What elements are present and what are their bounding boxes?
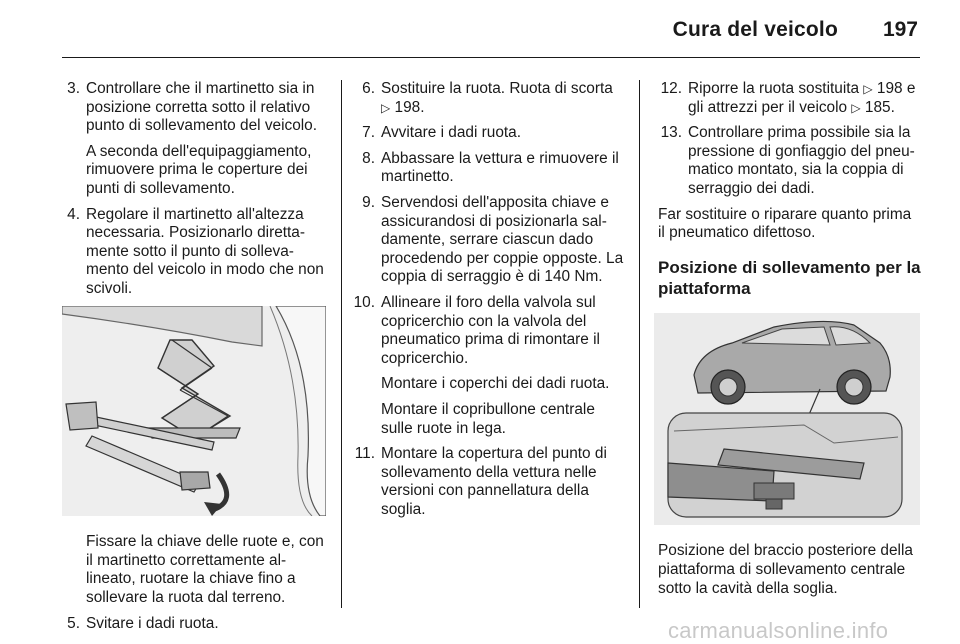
column-divider-1 bbox=[341, 80, 342, 608]
body-paragraph: Far sostituire o riparare quanto prima il pneumatico difettoso. bbox=[658, 205, 912, 242]
figure-caption: Fissare la chiave delle ruote e, con il martinetto correttamente allineato, ruotare la chiave fino a sollevare la ruota dal terreno. bbox=[86, 533, 324, 606]
step-8 bbox=[357, 150, 625, 187]
section-heading: Posizione di sollevamento per la piattaforma bbox=[658, 257, 921, 298]
page-reference[interactable]: 198. bbox=[394, 98, 425, 116]
column-1 bbox=[62, 80, 326, 640]
step-12 bbox=[654, 80, 922, 117]
step-text: Sostituire la ruota. Ruota di scorta bbox=[381, 80, 613, 97]
column-3 bbox=[654, 80, 922, 598]
step-10 bbox=[353, 293, 625, 438]
reference-arrow-icon: ▷ bbox=[381, 100, 391, 115]
step-number: 6. bbox=[362, 80, 375, 97]
step-number: 8. bbox=[362, 149, 375, 167]
step-note: A seconda dell'equipaggiamento, rimuovere prima le coperture dei punti di sollevamento. bbox=[86, 142, 312, 197]
step-number: 13. bbox=[660, 124, 682, 142]
step-number: 9. bbox=[362, 193, 375, 211]
step-number: 3. bbox=[67, 80, 80, 97]
page-reference[interactable]: 185. bbox=[864, 98, 895, 116]
step-9 bbox=[357, 194, 625, 287]
reference-arrow-icon: ▷ bbox=[863, 82, 873, 96]
watermark: carmanualsonline.info bbox=[668, 618, 889, 643]
step-text: Controllare che il martinetto sia in posizione corretta sotto il relativo punto di sollevamento del veicolo. bbox=[86, 80, 318, 135]
step-number: 7. bbox=[362, 124, 375, 142]
column-divider-2 bbox=[639, 80, 640, 608]
step-5 bbox=[62, 615, 326, 634]
step-text: Avvitare i dadi ruota. bbox=[381, 124, 522, 142]
step-text: Svitare i dadi ruota. bbox=[86, 614, 219, 632]
step-3 bbox=[62, 80, 326, 199]
figure-caption: Posizione del braccio posteriore della piattaforma di sollevamento centrale sotto la cavità della soglia. bbox=[658, 542, 913, 597]
lift-position-illustration bbox=[654, 313, 922, 531]
step-text: Servendosi dell'apposita chiave e assicurandosi di posizionarla saldamente, serrare ciascun dado procedendo per coppie opposte. La coppia di serraggio è di 140 Nm. bbox=[381, 193, 624, 286]
step-4 bbox=[62, 206, 326, 299]
step-note: Montare il copribullone centrale sulle ruote in lega. bbox=[381, 400, 595, 437]
page-header-title: Cura del veicolo bbox=[672, 18, 838, 41]
step-number: 12. bbox=[660, 80, 682, 97]
step-number: 4. bbox=[67, 205, 80, 223]
step-text: Regolare il martinetto all'altezza necessaria. Posizionarlo direttamente sotto il punto di sollevamento del veicolo in modo che non scivoli. bbox=[86, 205, 324, 297]
step-text: Montare la copertura del punto di sollevamento della vettura nelle versioni con pannellatura della soglia. bbox=[381, 445, 607, 518]
step-11 bbox=[354, 445, 625, 519]
column-2 bbox=[353, 80, 625, 526]
step-text: Allineare il foro della valvola sul copricerchio con la valvola del pneumatico prima di rimontare il copricerchio. bbox=[381, 293, 600, 367]
step-number: 5. bbox=[67, 614, 80, 632]
page-reference[interactable]: 198 e gli attrezzi per il veicolo bbox=[688, 80, 916, 116]
header-divider bbox=[62, 57, 920, 58]
step-13 bbox=[654, 124, 922, 198]
step-number: 11. bbox=[354, 445, 375, 463]
step-text: Controllare prima possibile sia la pressione di gonfiaggio del pneumatico montato, sia la coppia di serraggio dei dadi. bbox=[688, 124, 915, 197]
jack-illustration bbox=[62, 306, 326, 522]
step-number: 10. bbox=[353, 293, 375, 311]
step-7 bbox=[357, 124, 625, 143]
step-6 bbox=[357, 80, 625, 117]
step-text: Abbassare la vettura e rimuovere il martinetto. bbox=[381, 149, 619, 186]
step-text: Riporre la ruota sostituita bbox=[688, 80, 860, 97]
page-number: 197 bbox=[882, 18, 918, 41]
step-note: Montare i coperchi dei dadi ruota. bbox=[381, 375, 610, 393]
reference-arrow-icon: ▷ bbox=[851, 100, 861, 115]
